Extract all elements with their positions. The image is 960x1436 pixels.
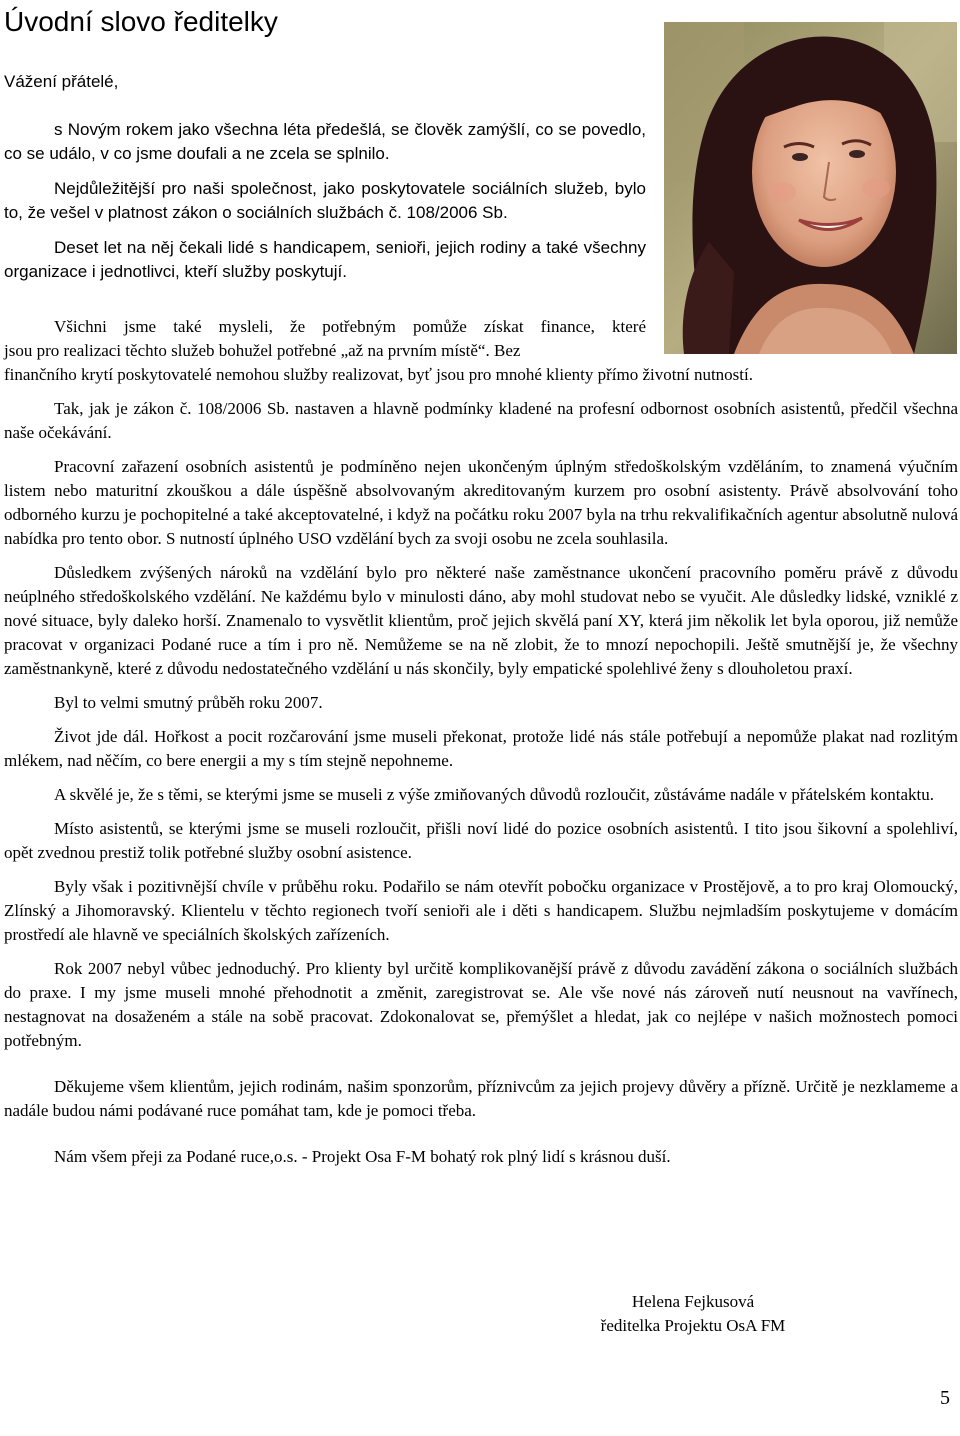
body-paragraph: Pracovní zařazení osobních asistentů je podmíněno nejen ukončeným úplným středoškolským vzděláním, to znamená výučním listem nebo maturitní zkouškou a dále úspěšně absolvovaným akreditovaným kurzem pro osobní asistenty. Právě absolvování toho odborného kurzu je pochopitelné a také akceptovatelné, i když na počátku roku 2007 byla na trhu rekvalifikačních agentur absolutně nulová nabídka pro tento obor. S nutností úplného USO vzdělání bych za svoji osobu ne zcela souhlasila. [4, 457, 958, 548]
page-number: 5 [940, 1387, 950, 1409]
intro-paragraph: Nejdůležitější pro naši společnost, jako poskytovatele sociálních služeb, bylo to, že vešel v platnost zákon o sociálních službách č. 108/2006 Sb. [4, 179, 646, 222]
body-paragraph: Důsledkem zvýšených nároků na vzdělání bylo pro některé naše zaměstnance ukončení pracovního poměru právě z důvodu neúplného středoškolského vzdělání. Ne každému bylo v minulosti dáno, aby mohl studovat nebo se vyučit. Ale důsledky lidské, vzniklé z nové situace, byly daleko horší. Znamenalo to vysvětlit klientům, proč jejich skvělá paní XY, která jim několik let byla oporou, již nemůže pracovat v organizaci Podané ruce a tím i pro ně. Nemůžeme se na ně zlobit, že to mnozí nepochopili. Ještě smutnější je, že všechny zaměstnankyně, které z důvodu nedostatečného vzdělání u nás skončily, byly empatické spolehlivé ženy s dlouholetou praxí. [4, 563, 958, 678]
portrait-photo [664, 22, 957, 354]
signature-role: ředitelka Projektu OsA FM [600, 1316, 786, 1335]
body-paragraph: Rok 2007 nebyl vůbec jednoduchý. Pro klienty byl určitě komplikovanější právě z důvodu zavádění zákona o sociálních službách do praxe. I my jsme museli mnohé přehodnotit a změnit, zaregistrovat se. Ale vše nové nás zároveň nutí neusnout na vavřínech, nestagnovat na dosaženém a stále na sobě pracovat. Zdokonalovat se, přemýšlet a hledat, jak co nejlépe v našich možnostech pomoci potřebným. [4, 959, 958, 1050]
page-title: Úvodní slovo ředitelky [4, 6, 278, 37]
intro-text [4, 118, 646, 295]
wrap-paragraph [4, 315, 958, 387]
body-paragraph: Byly však i pozitivnější chvíle v průběhu roku. Podařilo se nám otevřít pobočku organizace v Prostějově, a to pro kraj Olomoucký, Zlínský a Jihomoravský. Klientelu v těchto regionech tvoří senioři ale i děti s handicapem. Službu nejmladším poskytujeme v domácím prostředí ale hlavně ve speciálních školských zařízeních. [4, 877, 958, 944]
signature-name: Helena Fejkusová [631, 1292, 755, 1311]
wrap-line: jsou pro realizaci těchto služeb bohužel potřebné „až na prvním místě“. Bez [4, 341, 521, 360]
body-paragraph: Nám všem přeji za Podané ruce,o.s. - Projekt Osa F-M bohatý rok plný lidí s krásnou duší. [54, 1147, 671, 1166]
body-paragraph: Byl to velmi smutný průběh roku 2007. [54, 693, 323, 712]
body-paragraph: A skvělé je, že s těmi, se kterými jsme se museli z výše zmiňovaných důvodů rozloučit, zůstáváme nadále v přátelském kontaktu. [54, 785, 934, 804]
intro-paragraph: Deset let na něj čekali lidé s handicapem, senioři, jejich rodiny a také všechny organizace i jednotlivci, kteří služby poskytují. [4, 238, 646, 281]
body-text [4, 397, 958, 1179]
intro-paragraph: s Novým rokem jako všechna léta předešlá, se člověk zamýšlí, co se povedlo, co se událo, v co jsme doufali a ne zcela se splnilo. [4, 120, 646, 163]
body-paragraph: Život jde dál. Hořkost a pocit rozčarování jsme museli překonat, protože lidé nás stále potřebují a nepomůže plakat nad rozlitým mlékem, nad něčím, co bere energii a my s tím stejně nepohneme. [4, 727, 958, 770]
body-paragraph: Místo asistentů, se kterými jsme se museli rozloučit, přišli noví lidé do pozice osobních asistentů. I tito jsou šikovní a spolehliví, opět zvednou prestiž tolik potřebné služby osobní asistence. [4, 819, 958, 862]
wrap-line: finančního krytí poskytovatelé nemohou služby realizovat, byť jsou pro mnohé klienty přímo životní nutností. [4, 365, 753, 384]
portrait-photo-icon [664, 22, 957, 354]
body-paragraph: Tak, jak je zákon č. 108/2006 Sb. nastaven a hlavně podmínky kladené na profesní odbornost osobních asistentů, předčil všechna naše očekávání. [4, 399, 958, 442]
body-paragraph: Děkujeme všem klientům, jejich rodinám, našim sponzorům, příznivcům za jejich projevy důvěry a přízně. Určitě je nezklameme a nadále budou námi podávané ruce pomáhat tam, kde je pomoci třeba. [4, 1077, 958, 1120]
signature [578, 1290, 808, 1338]
wrap-line: Všichni jsme také mysleli, že potřebným pomůže získat finance, které [54, 317, 646, 336]
salutation: Vážení přátelé, [4, 72, 119, 91]
